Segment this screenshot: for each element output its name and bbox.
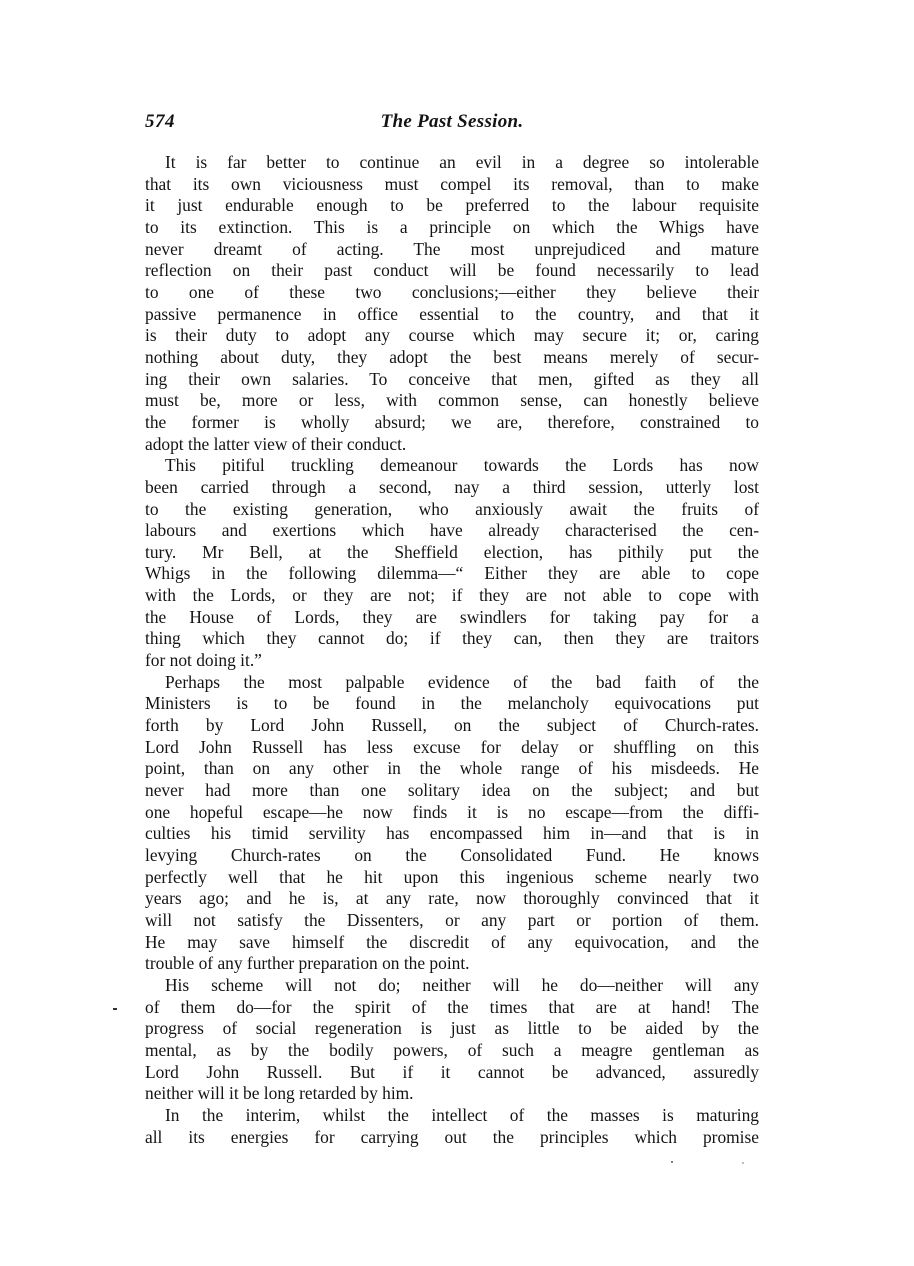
text-line: progress of social regeneration is just as little to be aided by the bbox=[145, 1018, 759, 1039]
text-line: is their duty to adopt any course which may secure it; or, caring bbox=[145, 325, 759, 346]
text-line: ing their own salaries. To conceive that men, gifted as they all bbox=[145, 368, 759, 389]
text-line: labours and exertions which have already characterised the cen- bbox=[145, 520, 759, 541]
text-line: years ago; and he is, at any rate, now thoroughly convinced that it bbox=[145, 888, 759, 909]
text-line: never dreamt of acting. The most unprejudiced and mature bbox=[145, 238, 759, 259]
text-line: nothing about duty, they adopt the best means merely of secur- bbox=[145, 346, 759, 367]
text-line: It is far better to continue an evil in a degree so intolerable bbox=[165, 152, 759, 172]
text-line: Whigs in the following dilemma—“ Either they are able to cope bbox=[145, 563, 759, 584]
text-line: neither will it be long retarded by him. bbox=[145, 1083, 414, 1104]
text-line: to its extinction. This is a principle on which the Whigs have bbox=[145, 216, 759, 237]
text-line: He may save himself the discredit of any equivocation, and the bbox=[145, 931, 759, 952]
text-line: levying Church-rates on the Consolidated Fund. He knows bbox=[145, 845, 759, 865]
text-line: mental, as by the bodily powers, of such a meagre gentleman as bbox=[145, 1039, 759, 1060]
text-line: one hopeful escape—he now finds it is no escape—from the diffi- bbox=[145, 801, 759, 822]
text-line: of them do—for the spirit of the times that are at hand! The bbox=[145, 996, 759, 1017]
text-line: to one of these two conclusions;—either they believe their bbox=[145, 281, 759, 302]
text-line: In the interim, whilst the intellect of the masses is maturing bbox=[165, 1104, 759, 1125]
text-line: that its own viciousness must compel its removal, than to make bbox=[145, 173, 759, 194]
text-line: must be, more or less, with common sense, can honestly believe bbox=[145, 390, 759, 411]
text-line: This pitiful truckling demeanour towards the Lords has now bbox=[165, 455, 759, 476]
text-line: been carried through a second, nay a third session, utterly lost bbox=[145, 476, 759, 497]
text-line: thing which they cannot do; if they can, then they are traitors bbox=[145, 628, 759, 649]
text-line: Ministers is to be found in the melancholy equivocations put bbox=[145, 693, 759, 714]
page-number: 574 bbox=[145, 111, 175, 132]
body-text bbox=[145, 152, 759, 1148]
text-line: Lord John Russell has less excuse for delay or shuffling on this bbox=[145, 736, 759, 757]
print-speck bbox=[671, 1161, 673, 1163]
margin-mark bbox=[113, 1008, 117, 1010]
text-line: perfectly well that he hit upon this ingenious scheme nearly two bbox=[145, 866, 759, 887]
text-line: Perhaps the most palpable evidence of the bad faith of the bbox=[165, 671, 759, 692]
text-line: tury. Mr Bell, at the Sheffield election, has pithily put the bbox=[145, 541, 759, 562]
text-line: all its energies for carrying out the principles which promise bbox=[145, 1126, 759, 1147]
text-line: the House of Lords, they are swindlers for taking pay for a bbox=[145, 606, 759, 627]
text-line: the former is wholly absurd; we are, therefore, constrained to bbox=[145, 411, 759, 432]
text-line: Lord John Russell. But if it cannot be advanced, assuredly bbox=[145, 1061, 759, 1082]
text-line: passive permanence in office essential to the country, and that it bbox=[145, 303, 759, 324]
running-head bbox=[145, 111, 759, 135]
text-line: forth by Lord John Russell, on the subject of Church-rates. bbox=[145, 715, 759, 736]
text-line: will not satisfy the Dissenters, or any part or portion of them. bbox=[145, 909, 759, 930]
text-line: it just endurable enough to be preferred to the labour requisite bbox=[145, 195, 759, 216]
print-speck bbox=[742, 1162, 744, 1164]
text-line: adopt the latter view of their conduct. bbox=[145, 433, 407, 454]
text-line: never had more than one solitary idea on the subject; and but bbox=[145, 780, 759, 801]
text-line: with the Lords, or they are not; if they are not able to cope with bbox=[145, 585, 759, 606]
text-line: to the existing generation, who anxiously await the fruits of bbox=[145, 498, 759, 519]
text-line: reflection on their past conduct will be found necessarily to lead bbox=[145, 260, 759, 281]
text-line: for not doing it.” bbox=[145, 650, 262, 671]
text-line: point, than on any other in the whole range of his misdeeds. He bbox=[145, 758, 759, 779]
running-title: The Past Session. bbox=[380, 111, 524, 132]
text-line: His scheme will not do; neither will he do—neither will any bbox=[165, 974, 759, 995]
text-line: trouble of any further preparation on the point. bbox=[145, 953, 470, 974]
text-line: culties his timid servility has encompassed him in—and that is in bbox=[145, 823, 759, 844]
